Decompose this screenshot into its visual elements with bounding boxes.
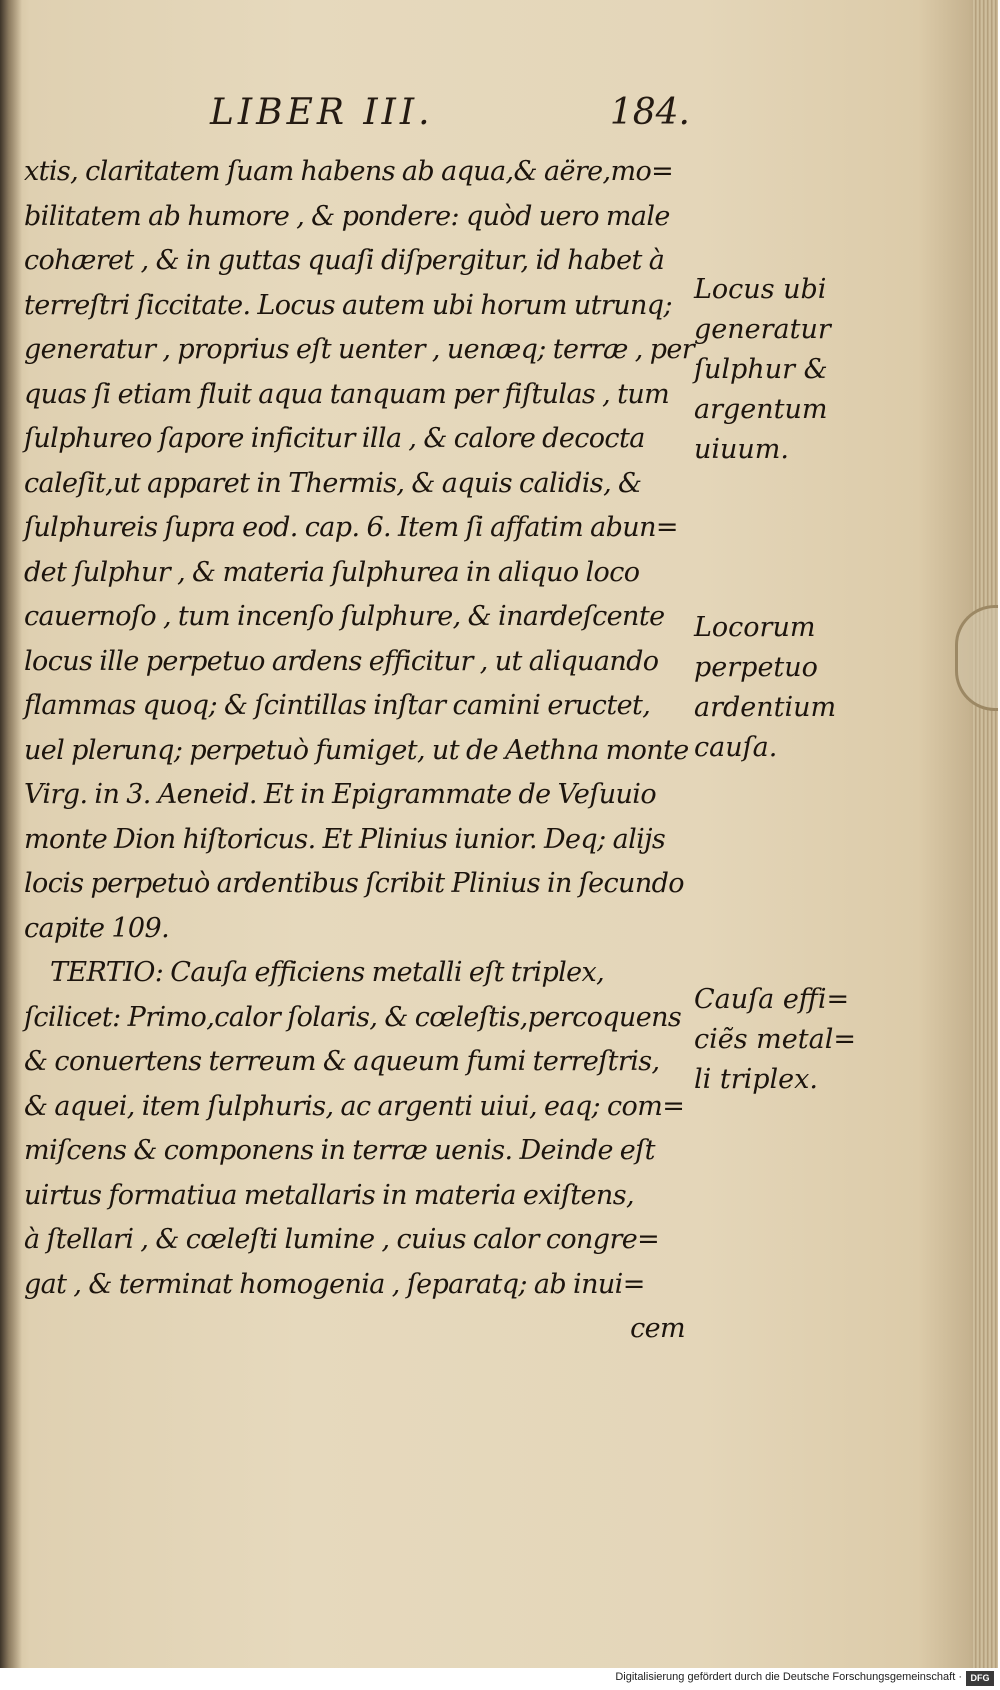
text-line: uirtus formatiua metallaris in materia exiſtens, [24, 1179, 634, 1211]
text-line: terreſtri ſiccitate. Locus autem ubi horum utrunq; [24, 289, 672, 321]
running-title: LIBER III. [210, 92, 434, 133]
text-line: ſulphureo ſapore inficitur illa , & calore decocta [24, 423, 645, 454]
marginal-line: cauſa. [694, 732, 778, 763]
marginal-line: ſulphur & [694, 354, 828, 385]
text-line: & conuertens terreum & aqueum fumi terreſtris, [24, 1046, 660, 1077]
text-line: à ſtellari , & cœleſti lumine , cuius calor congre= [24, 1224, 660, 1255]
marginal-line: ardentium [694, 692, 837, 723]
text-line: cauernoſo , tum incenſo ſulphure, & inardeſcente [24, 601, 665, 632]
paragraph-start-line: TERTIO: Cauſa efficiens metalli eſt triplex, [50, 957, 605, 988]
text-line: capite 109. [24, 912, 170, 944]
marginal-line: Locorum [694, 612, 816, 643]
text-line: monte Dion hiſtoricus. Et Plinius iunior. Deq; aliјs [24, 823, 666, 855]
marginal-note-locus [694, 270, 894, 470]
text-line: flammas quoq; & ſcintillas inſtar camini eructet, [24, 690, 651, 721]
funding-credit: Digitalisierung gefördert durch die Deutsche Forschungsgemeinschaft · [615, 1671, 962, 1683]
gutter-shadow [0, 0, 22, 1668]
body-text [24, 150, 695, 1352]
marginal-line: uiuum. [694, 434, 789, 465]
book-clasp [955, 605, 998, 711]
marginal-line: Cauſa effi= [694, 984, 850, 1015]
text-line: ſulphureis ſupra eod. cap. 6. Item ſi affatim abun= [24, 512, 678, 543]
text-line: caleſit,ut apparet in Thermis, & aquis calidis, & [24, 467, 642, 499]
marginal-line: generatur [694, 314, 831, 345]
marginal-line: ciẽs metal= [694, 1024, 856, 1055]
marginal-line: li triplex. [694, 1064, 818, 1095]
text-line: det ſulphur , & materia ſulphurea in aliquo loco [24, 556, 640, 588]
catchword: cem [630, 1313, 685, 1344]
text-line: locus ille perpetuo ardens efficitur , ut aliquando [24, 645, 659, 677]
marginal-line: Locus ubi [694, 274, 827, 305]
text-line: bilitatem ab humore , & pondere: quòd uero male [24, 200, 670, 232]
text-line: uel plerunq; perpetuò fumiget, ut de Aethna monte [24, 734, 689, 766]
text-line: & aquei, item ſulphuris, ac argenti uiui, eaq; com= [24, 1090, 685, 1122]
text-line: gat , & terminat homogenia , ſeparatq; ab inui= [24, 1268, 645, 1300]
page-edge [972, 0, 998, 1668]
page-number: 184. [609, 92, 690, 133]
text-line: locis perpetuò ardentibus ſcribit Plinius in ſecundo [24, 868, 684, 899]
page-header [130, 92, 690, 142]
marginal-line: perpetuo [694, 652, 818, 683]
text-line: Virg. in 3. Aeneid. Et in Epigrammate de Veſuuio [24, 779, 656, 810]
marginal-line: argentum [694, 394, 828, 425]
text-line: generatur , proprius eſt uenter , uenæq; terræ , per [24, 334, 695, 365]
text-line: quas ſi etiam fluit aqua tanquam per fiſtulas , tum [24, 378, 670, 410]
footer-bar [0, 1668, 1000, 1690]
marginal-note-causa [694, 980, 894, 1100]
dfg-logo: DFG [966, 1671, 994, 1686]
text-line: xtis, claritatem ſuam habens ab aqua,& aëre,mo= [24, 156, 674, 187]
text-line: miſcens & componens in terræ uenis. Deinde eſt [24, 1135, 655, 1166]
text-line: cohæret , & in guttas quaſi diſpergitur, id habet à [24, 245, 665, 276]
marginal-note-locorum [694, 608, 894, 768]
text-line: ſcilicet: Primo,calor ſolaris, & cœleſtis,percoquens [24, 1001, 682, 1033]
